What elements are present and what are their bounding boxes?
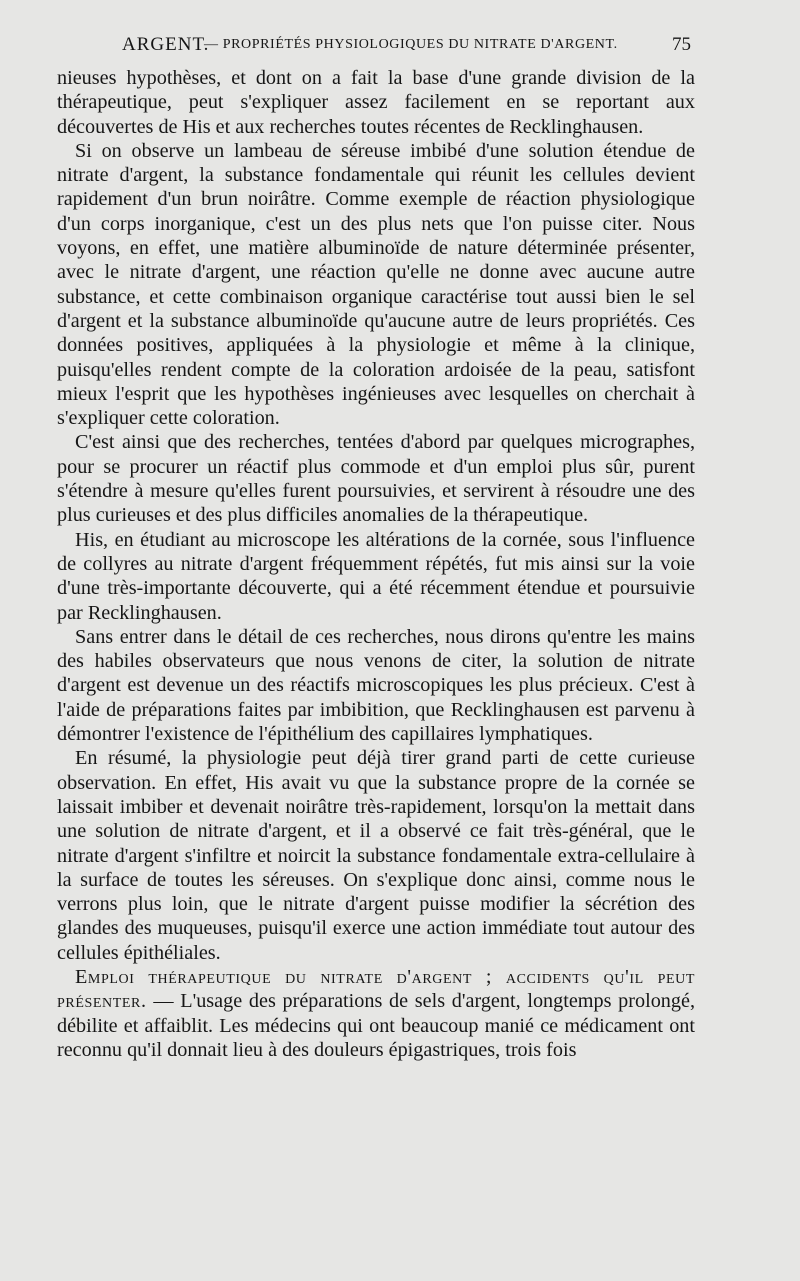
paragraph-4: His, en étudiant au microscope les altérations de la cornée, sous l'influence de collyres au nitrate d'argent fréquemment répétés, fut mis ainsi sur la voie d'une très-importante découverte, qui a été récemment étendue et poursuivie par Recklinghausen. xyxy=(57,528,695,624)
section-paragraph xyxy=(57,965,695,1062)
paragraph-6: En résumé, la physiologie peut déjà tirer grand parti de cette curieuse observation. En effet, His avait vu que la substance propre de la cornée se laissait imbiber et devenait noirâtre très-rapidement, lorsqu'on la mettait dans une solution de nitrate d'argent, et il a observé ce fait très-général, que le nitrate d'argent s'infiltre et noircit la substance fondamentale extra-cellulaire à la surface de toutes les séreuses. On s'explique donc ainsi, comme nous le verrons plus loin, que le nitrate d'argent puisse modifier la sécrétion des glandes des muqueuses, puisqu'il exerce une action immédiate tout autour des cellules épithéliales. xyxy=(57,747,695,964)
paragraph-3: C'est ainsi que des recherches, tentées d'abord par quelques micrographes, pour se procurer un réactif plus commode et d'un emploi plus sûr, purent s'étendre à mesure qu'elles furent poursuivies, et servirent à résoudre une des plus curieuses et des plus difficiles anomalies de la thérapeutique. xyxy=(57,431,695,527)
running-title: — PROPRIÉTÉS PHYSIOLOGIQUES DU NITRATE D'ARGENT. xyxy=(204,37,618,52)
running-header xyxy=(0,34,800,64)
section-title: ARGENT. xyxy=(122,34,210,55)
paragraph-5: Sans entrer dans le détail de ces recherches, nous dirons qu'entre les mains des habiles observateurs que nous venons de citer, la solution de nitrate d'argent est devenue un des réactifs microscopiques les plus précieux. C'est à l'aide de préparations faites par imbibition, que Recklinghausen est parvenu à démontrer l'existence de l'épithélium des capillaires lymphatiques. xyxy=(57,625,695,746)
section-text: — L'usage des préparations de sels d'argent, longtemps prolongé, débilite et affaiblit. Les médecins qui ont beaucoup manié ce médicament ont reconnu qu'il donnait lieu à des douleurs épigastriques, trois fois xyxy=(57,990,695,1061)
paragraph-1: nieuses hypothèses, et dont on a fait la base d'une grande division de la thérapeutique, peut s'expliquer assez facilement en se reportant aux découvertes de His et aux recherches toutes récentes de Recklinghausen. xyxy=(57,67,695,138)
paragraph-2: Si on observe un lambeau de séreuse imbibé d'une solution étendue de nitrate d'argent, la substance fondamentale qui réunit les cellules devient rapidement d'un brun noirâtre. Comme exemple de réaction physiologique d'un corps inorganique, c'est un des plus nets que l'on puisse citer. Nous voyons, en effet, une matière albuminoïde de nature déterminée présenter, avec le nitrate d'argent, une réaction qu'elle ne donne avec aucune autre substance, et cette combinaison organique caractérise tout aussi bien le sel d'argent et la substance albuminoïde qu'aucune autre de leurs propriétés. Ces données positives, appliquées à la physiologie et même à la clinique, puisqu'elles rendent compte de la coloration ardoisée de la peau, satisfont mieux l'esprit que les hypothèses ingénieuses avec lesquelles on cherchait à s'expliquer cette coloration. xyxy=(57,139,695,430)
page-number: 75 xyxy=(672,34,691,55)
section-heading: Emploi thérapeutique du nitrate d'argent ; accidents qu'il peut présenter. xyxy=(57,965,695,1013)
body-text xyxy=(57,66,695,1062)
